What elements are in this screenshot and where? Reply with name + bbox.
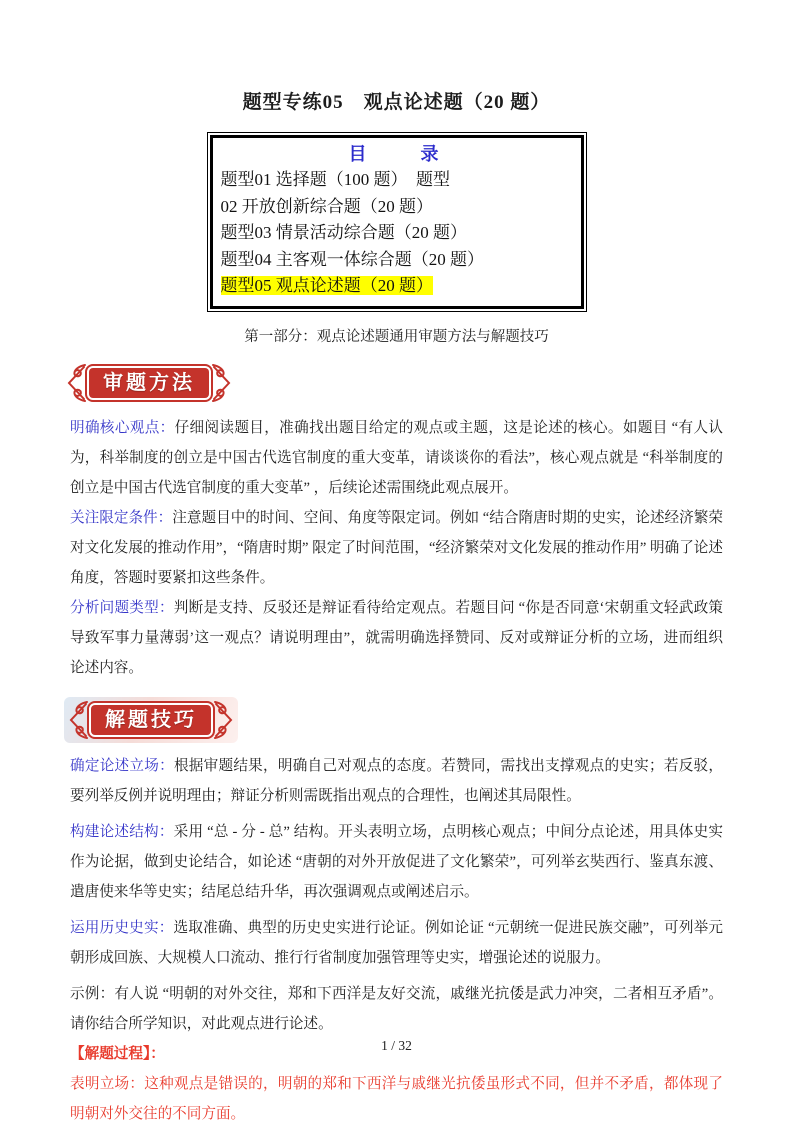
page-number: 1 / 32	[381, 1038, 412, 1053]
review-paragraph-2-lead: 关注限定条件：	[70, 509, 173, 526]
review-method-plaque	[85, 364, 213, 402]
review-paragraph-1-lead: 明确核心观点：	[70, 419, 175, 436]
toc-item-3-label: 题型03 情景活动综合题（20 题）	[220, 223, 467, 242]
toc-item-3	[221, 220, 573, 247]
scroll-ornament-right-icon	[212, 698, 236, 742]
skill-paragraph-3-body: 选取准确、典型的历史史实进行论证。例如论证 “元朝统一促进民族交融”，可列举元朝形成回族、大规模人口流动、推行行省制度加强管理等史实，增强论述的说服力。	[70, 919, 723, 966]
example-lead: 示例：	[70, 985, 115, 1002]
toc-item-1-label: 题型01 选择题（100 题） 题型	[220, 170, 450, 189]
page-title: 题型专练05 观点论述题（20 题）	[242, 92, 551, 113]
toc-box-inner	[210, 135, 584, 309]
toc-item-4	[221, 247, 573, 274]
review-paragraph-1-body: 仔细阅读题目，准确找出题目给定的观点或主题，这是论述的核心。如题目 “有人认为，科举制度的创立是中国古代选官制度的重大变革，请谈谈你的看法”，核心观点就是 “科举制度的创立是中国古代选官制度的重大变革” ，后续论述需围绕此观点展开。	[70, 419, 723, 496]
review-paragraph-2	[70, 503, 723, 593]
toc-item-5-highlighted	[221, 273, 573, 300]
scroll-ornament-right-icon	[210, 361, 234, 405]
review-method-label: 审题方法	[89, 368, 209, 398]
skill-paragraph-1-lead: 确定论述立场：	[70, 757, 174, 774]
example-body: 有人说 “明朝的对外交往，郑和下西洋是友好交流，戚继光抗倭是武力冲突，二者相互矛盾”。请你结合所学知识，对此观点进行论述。	[70, 985, 723, 1032]
solving-skill-plaque	[87, 701, 215, 739]
skill-paragraph-3	[70, 913, 723, 973]
skill-paragraph-2	[70, 817, 723, 907]
content-area	[70, 361, 723, 1122]
skill-paragraph-1	[70, 751, 723, 811]
example-paragraph	[70, 979, 723, 1039]
review-paragraph-3	[70, 593, 723, 683]
review-paragraph-1	[70, 413, 723, 503]
review-paragraph-3-body: 判断是支持、反驳还是辩证看待给定观点。若题目问 “你是否同意‘宋朝重文轻武政策导致军事力量薄弱’这一观点？请说明理由”，就需明确选择赞同、反对或辩证分析的立场，进而组织论述内容。	[70, 599, 723, 676]
review-method-banner	[64, 361, 234, 405]
toc-box	[207, 132, 587, 312]
skill-paragraph-1-body: 根据审题结果，明确自己对观点的态度。若赞同，需找出支撑观点的史实；若反驳，要列举反例并说明理由；辩证分析则需既指出观点的合理性，也阐述其局限性。	[70, 757, 723, 804]
toc-item-2	[221, 194, 573, 221]
toc-item-2-label: 02 开放创新综合题（20 题）	[220, 196, 433, 216]
solution-stance-body: 这种观点是错误的，明朝的郑和下西洋与戚继光抗倭虽形式不同，但并不矛盾，都体现了明朝对外交往的不同方面。	[70, 1075, 723, 1122]
review-paragraph-3-lead: 分析问题类型：	[70, 599, 174, 616]
solution-stance-lead: 表明立场：	[70, 1075, 145, 1092]
review-paragraph-2-body: 注意题目中的时间、空间、角度等限定词。例如 “结合隋唐时期的史实，论述经济繁荣对文化发展的推动作用”，“隋唐时期” 限定了时间范围，“经济繁荣对文化发展的推动作用” 明确了论述角度，答题时要紧扣这些条件。	[70, 509, 723, 586]
skill-paragraph-3-lead: 运用历史史实：	[70, 919, 174, 936]
solving-skill-banner	[64, 697, 238, 743]
skill-paragraph-2-body: 采用 “总 - 分 - 总” 结构。开头表明立场，点明核心观点；中间分点论述，用具体史实作为论据，做到史论结合，如论述 “唐朝的对外开放促进了文化繁荣”，可列举玄奘西行、鉴真东渡、遣唐使来华等史实；结尾总结升华，再次强调观点或阐述启示。	[70, 823, 723, 900]
skill-paragraph-2-lead: 构建论述结构：	[70, 823, 174, 840]
solving-skill-label: 解题技巧	[91, 705, 211, 735]
toc-item-4-label: 题型04 主客观一体综合题（20 题）	[220, 249, 484, 269]
toc-item-1	[221, 167, 573, 194]
part-heading: 第一部分：观点论述题通用审题方法与解题技巧	[244, 328, 549, 345]
solution-heading: 【解题过程】：	[70, 1045, 165, 1062]
solution-stance-paragraph	[70, 1069, 723, 1122]
toc-item-5-label: 题型05 观点论述题（20 题）	[220, 276, 433, 295]
toc-heading: 目 录	[348, 144, 445, 164]
